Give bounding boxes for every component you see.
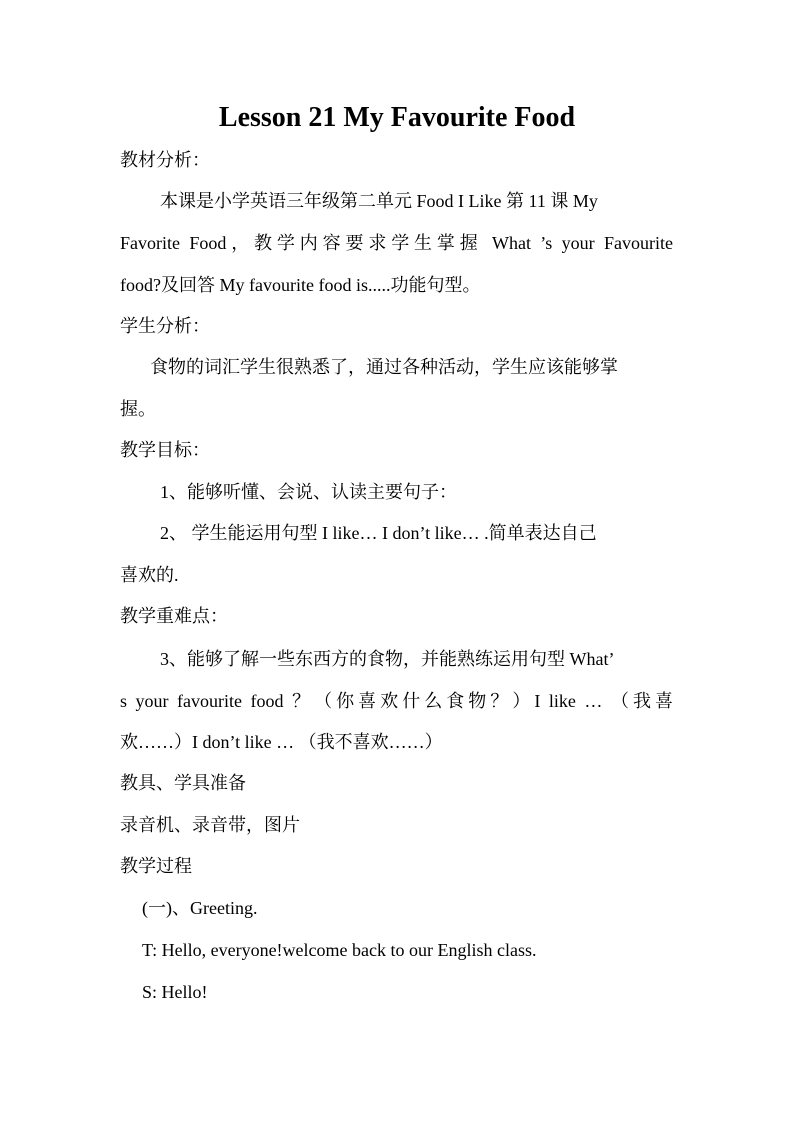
material-analysis-line-3: food?及回答 My favourite food is.....功能句型。: [120, 275, 481, 295]
objectives-heading: 教学目标：: [120, 440, 210, 460]
document-title: Lesson 21 My Favourite Food: [218, 102, 576, 133]
key-point-item-3-line-1: 3、能够了解一些东西方的食物，并能熟练运用句型 What’: [160, 649, 615, 669]
key-point-item-3-line-2: s your favourite food ？（你喜欢什么食物？）I like … （我喜: [120, 691, 673, 711]
student-analysis-line-1: 食物的词汇学生很熟悉了，通过各种活动，学生应该能够掌: [150, 357, 618, 377]
objective-item-2-line-2: 喜欢的.: [120, 565, 179, 585]
objective-item-2-line-1: 2、 学生能运用句型 I like… I don’t like… .简单表达自己: [160, 523, 597, 543]
material-analysis-heading: 教材分析：: [120, 150, 210, 170]
dialogue-line-student: S: Hello!: [142, 982, 208, 1002]
student-analysis-heading: 学生分析：: [120, 316, 210, 336]
materials-content: 录音机、录音带，图片: [120, 815, 300, 835]
objective-item-1: 1、能够听懂、会说、认读主要句子：: [160, 482, 457, 502]
materials-heading: 教具、学具准备: [120, 773, 246, 793]
process-step-greeting: (一)、Greeting.: [142, 898, 258, 918]
material-analysis-line-1: 本课是小学英语三年级第二单元 Food I Like 第 11 课 My: [160, 191, 598, 211]
dialogue-line-teacher: T: Hello, everyone!welcome back to our English class.: [142, 940, 537, 960]
key-point-item-3-line-3: 欢……）I don’t like … （我不喜欢……）: [120, 732, 443, 752]
material-analysis-line-2: Favorite Food，教学内容要求学生掌握 What ’s your Favourite: [120, 233, 673, 253]
process-heading: 教学过程: [120, 856, 192, 876]
student-analysis-line-2: 握。: [120, 399, 156, 419]
key-points-heading: 教学重难点：: [120, 606, 228, 626]
